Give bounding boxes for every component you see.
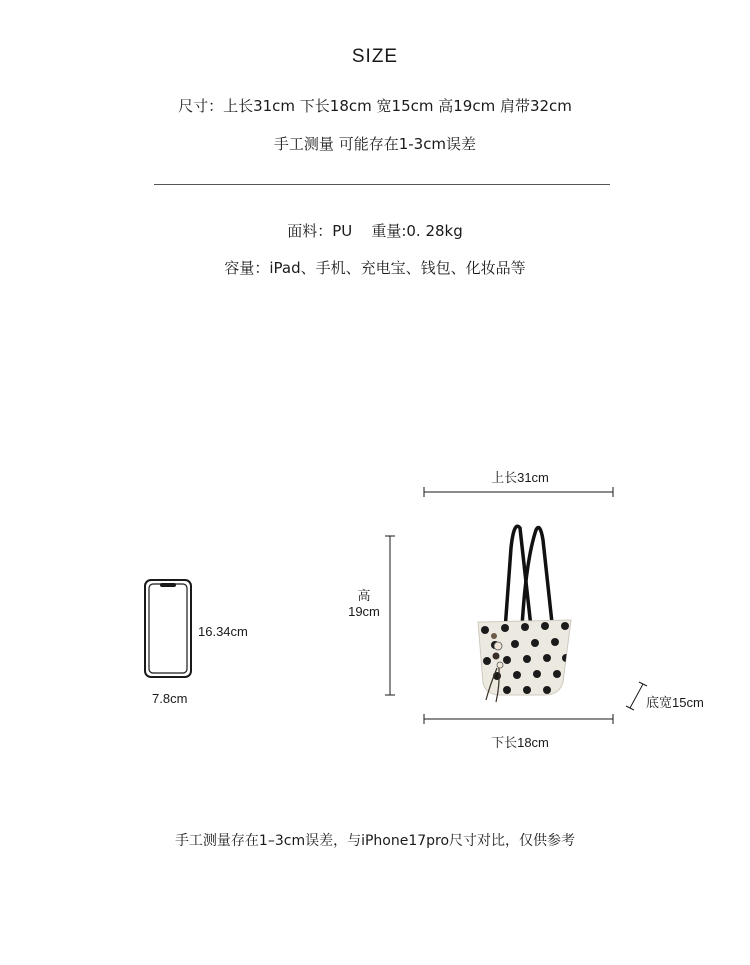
phone-width-label: 7.8cm (152, 691, 188, 706)
smartphone-outline-icon (145, 580, 191, 677)
capacity-line: 容量：iPad、手机、充电宝、钱包、化妆品等 (224, 259, 526, 277)
bottom-width-label: 底宽15cm (646, 695, 704, 710)
phone-height-label: 16.34cm (198, 624, 248, 639)
bottom-length-label: 下长18cm (491, 735, 549, 750)
measure-note: 手工测量 可能存在1-3cm误差 (273, 135, 477, 153)
footer-note: 手工测量存在1–3cm误差，与iPhone17pro尺寸对比，仅供参考 (174, 833, 576, 849)
polka-dot-tote-bag-icon (478, 526, 571, 702)
material-weight-line: 面料：PU 重量:0. 28kg (287, 222, 463, 240)
size-title: SIZE (351, 46, 399, 67)
height-label (336, 588, 392, 620)
dimensions-line: 尺寸：上长31cm 下长18cm 宽15cm 高19cm 肩带32cm (178, 97, 572, 115)
top-length-label: 上长31cm (491, 470, 549, 485)
height-char: 高 (357, 588, 371, 603)
top-length-measure (424, 487, 613, 497)
height-value: 19cm (348, 604, 380, 619)
bottom-length-measure (424, 714, 613, 724)
depth-measure (626, 682, 647, 710)
